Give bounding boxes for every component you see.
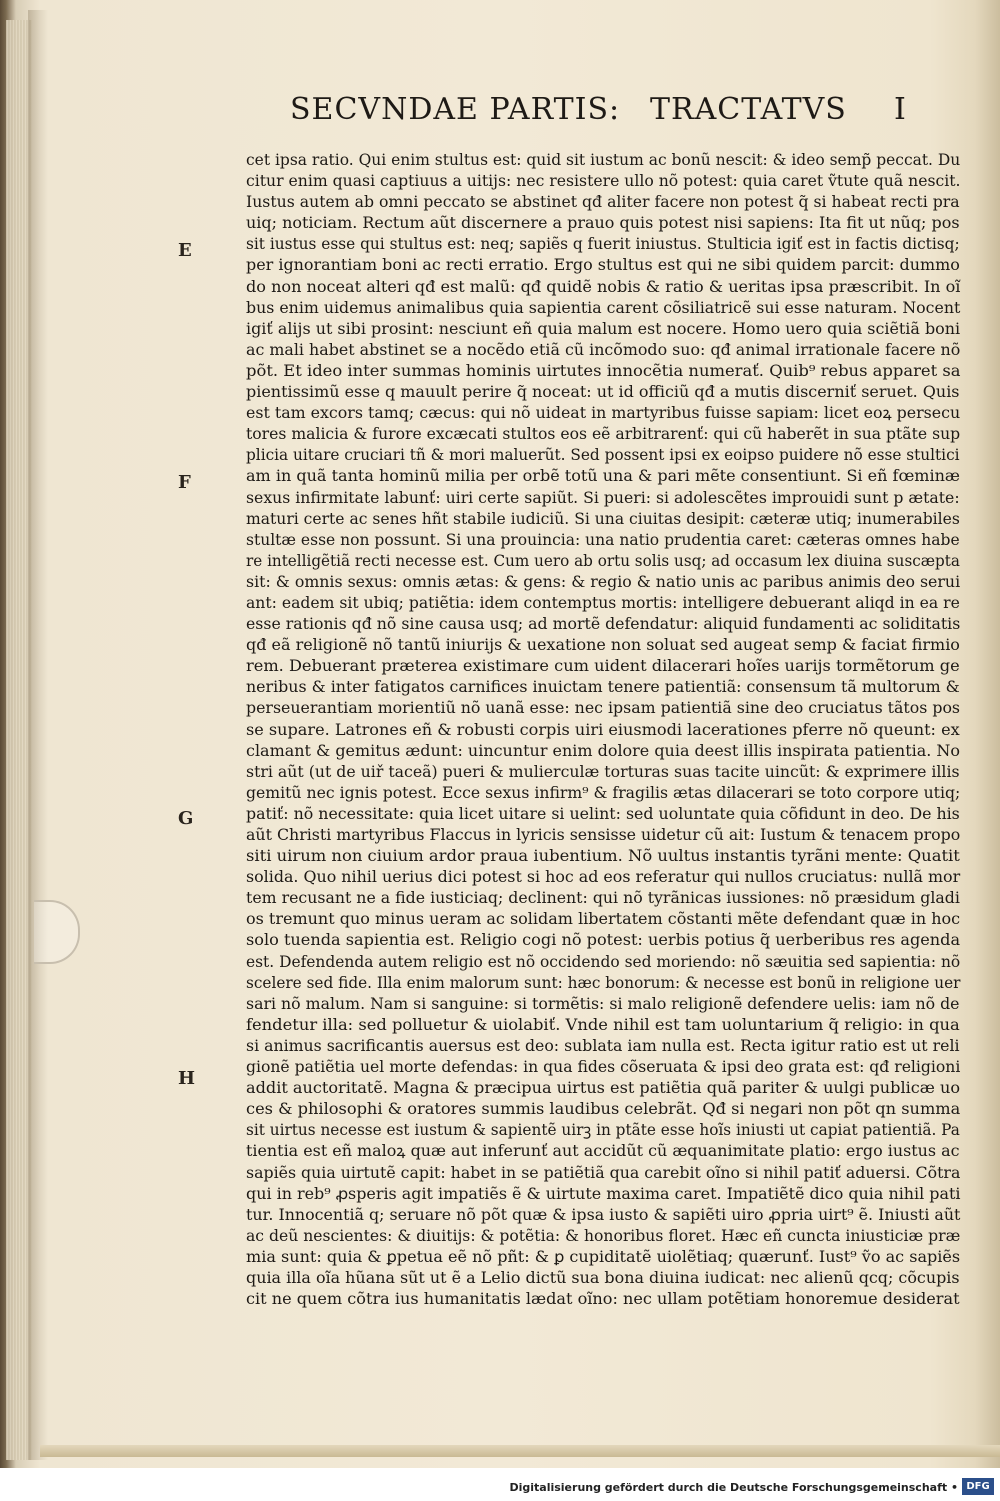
text-line: uiq; noticiam. Rectum aũt discernere a prauo quis potest nisi sapiens: Ita fit ut nũq; pos (246, 214, 960, 233)
text-line: sit iustus esse qui stultus est: neq; sapiẽs q fuerit iniustus. Stulticia igiť est in factis dictisq; (246, 235, 960, 254)
text-line: qđ eã religionẽ nõ tantũ iniurijs & uexatione non soluat sed augeat semp & faciat firmio (246, 636, 960, 655)
text-line: sit: & omnis sexus: omnis ætas: & gens: & regio & natio unis ac paribus animis deo serui (246, 572, 961, 591)
text-line: neribus & inter fatigatos carnifices inuictam tenere patientiã: consensum tã multorum & (246, 678, 960, 697)
dfg-logo: DFG (962, 1478, 994, 1495)
text-line: am in quã tanta hominũ milia per orbẽ totũ una & pari mẽte consentiunt. Si eñ fœminæ (246, 467, 960, 486)
header-tractatus: TRACTATVS (650, 92, 847, 127)
text-line: siti uirum non ciuium ardor praua iubentium. Nõ uultus instantis tyrãni mente: Quatit (246, 847, 960, 866)
text-line: rem. Debuerant præterea existimare cum uident dilacerari hoĩes uarijs tormẽtorum ge (246, 657, 960, 676)
text-line: esse rationis qđ nõ sine causa usq; ad mortẽ defendatur: aliquid fundamenti ac soliditatis (246, 615, 961, 634)
text-line: est. Defendenda autem religio est nõ occidendo sed moriendo: nõ sæuitia sed sapientia: nõ (246, 952, 961, 971)
header-part: SECVNDAE PARTIS: (290, 92, 621, 127)
text-line: pientissimũ esse q mauult perire q̃ noceat: ut id officiũ qđ a mutis discerniť seruet. Quis (246, 383, 960, 402)
text-line: bus enim uidemus animalibus quia sapientia carent cõsiliatricẽ sui esse naturam. Nocent (246, 298, 961, 317)
body-text (246, 150, 960, 1310)
text-line: si animus sacrificantis auersus est deo: sublata iam nulla est. Recta igitur ratio est ut reli (246, 1036, 960, 1055)
text-line: sexus infirmitate labunť: uiri certe sapiũt. Si pueri: si adolescẽtes improuidi sunt p ætate: (246, 488, 960, 507)
text-line: aũt Christi martyribus Flaccus in lyricis sensisse uidetur cũ ait: Iustum & tenacem propo (246, 826, 961, 844)
text-line: tur. Innocentiã q; seruare nõ põt quæ & ipsa iusto & sapiẽti uiro ꝓpria uirt⁹ ẽ. Iniusti aũt (246, 1205, 961, 1224)
fore-edge-shadow (28, 10, 48, 1460)
text-line: quia illa oĩa hũana sũt ut ẽ a Lelio dictũ sua bona diuina iudicat: nec alienũ qcq; cõcupis (246, 1268, 960, 1287)
text-line: solo tuenda sapientia est. Religio cogi nõ potest: uerbis potius q̃ uerberibus res agenda (246, 931, 961, 950)
text-line: os tremunt quo minus ueram ac solidam libertatem cõstanti mẽte defendant quæ in hoc (246, 910, 961, 929)
text-line: Iustus autem ab omni peccato se abstinet qđ aliter facere non potest q̃ si habeat recti pra (246, 193, 960, 212)
text-line: maturi certe ac senes hñt stabile iudiciũ. Si una ciuitas desipit: cæteræ utiq; inumerabiles (246, 509, 960, 528)
margin-letter-e: E (178, 240, 192, 261)
text-line: cet ipsa ratio. Qui enim stultus est: quid sit iustum ac bonũ nescit: & ideo semp̃ peccat. Du (246, 151, 961, 169)
text-line: sapiẽs quia uirtutẽ capit: habet in se patiẽtiã qua carebit oĩno si nihil patiť aduersi. Cõtra (246, 1163, 961, 1182)
text-line: ac mali habet abstinet se a nocẽdo etiã cũ incõmodo suo: qđ animal irrationale facere nõ (246, 340, 961, 359)
text-line: plicia uitare cruciari tñ & mori maluerũt. Sed possent ipsi ex eoipso puidere nõ esse stultici (246, 446, 960, 465)
text-line: se supare. Latrones eñ & robusti corpis uiri eiusmodi lacerationes pferre nõ queunt: ex (246, 720, 960, 739)
running-header (290, 92, 930, 142)
text-line: solida. Quo nihil uerius dici potest si hoc ad eos referatur qui nullos cruciatus: nullã mor (246, 868, 961, 887)
text-line: tientia est eñ maloꝝ quæ aut inferunť aut accidũt cũ æquanimitate platio: ergo iustus ac (246, 1142, 960, 1161)
margin-letter-h: H (178, 1068, 196, 1089)
margin-letter-f: F (178, 472, 191, 493)
text-line: qui in reb⁹ ꝓsperis agit impatiẽs ẽ & uirtute maxima caret. Impatiẽtẽ dico quia nihil pati (246, 1184, 961, 1203)
text-line: addit auctoritatẽ. Magna & præcipua uirtus est patiẽtia quã pariter & uulgi publicæ uo (246, 1079, 961, 1098)
text-line: gionẽ patiẽtia uel morte defendas: in qua fides cõseruata & ipsi deo grata est: qđ religioni (246, 1058, 961, 1077)
text-line: mia sunt: quia & ꝑpetua eẽ nõ pñt: & ꝑ cupiditatẽ uiolẽtiaq; quærunť. Iust⁹ ṽo ac sapiẽs (246, 1247, 961, 1266)
text-line: igiť alijs ut sibi prosint: nesciunt eñ quia malum est nocere. Homo uero quia sciẽtiã boni (246, 319, 961, 338)
text-line: patiť: nõ necessitate: quia licet uitare si uelint: sed uoluntate quia cõfidunt in deo. De his (246, 804, 960, 823)
text-line: clamant & gemitus ædunt: uincuntur enim dolore quia deest illis inspirata patientia. No (246, 741, 960, 760)
text-line: sit uirtus necesse est iustum & sapientẽ uirꝫ in ptãte esse hoĩs iniusti ut capiat patientiã. Pa (246, 1121, 960, 1140)
text-line: cit ne quem cõtra ius humanitatis lædat oĩno: nec ullam potẽtiam honoremue desiderat (246, 1290, 960, 1309)
page-bottom-edge (40, 1445, 1000, 1457)
text-line: scelere sed fide. Illa enim malorum sunt: hæc bonorum: & necesse est bonũ in religione uer (246, 973, 961, 992)
text-line: stri aũt (ut de uiř taceã) pueri & mulierculæ torturas suas tacite uincũt: & exprimere illis (246, 762, 960, 781)
text-line: citur enim quasi captiuus a uitijs: nec resistere ullo nõ potest: quia caret ṽtute quã nescit. (246, 172, 961, 191)
text-line: perseuerantiam morientiũ nõ uanã esse: nec ipsam patientiã sine deo cruciatus tãtos pos (246, 699, 961, 718)
text-line: tores malicia & furore excæcati stultos eos eẽ arbitrarenť: qui cũ haberẽt in sua ptãte sup (246, 425, 961, 444)
text-line: ces & philosophi & oratores summis laudibus celebrãt. Qđ si negari non põt qn summa (246, 1100, 961, 1119)
text-line: stultæ esse non possunt. Si una prouincia: una natio prudentia caret: cæteras omnes habe (246, 530, 960, 549)
text-line: tem recusant ne a fide iusticiaq; declinent: qui nõ tyrãnicas iussiones: nõ præsidum gladi (246, 889, 960, 908)
text-line: ac deũ nescientes: & diuitijs: & potẽtia: & honoribus floret. Hæc eñ cuncta iniusticiæ præ (246, 1226, 961, 1245)
text-line: est tam excors tamq; cæcus: qui nõ uideat in martyribus fuisse sapiam: licet eoꝝ persecu (246, 404, 961, 423)
text-line: re intelligẽtiã recti necesse est. Cum uero ab ortu solis usq; ad occasum lex diuina suscæpta (246, 551, 960, 570)
text-line: per ignorantiam boni ac recti erratio. Ergo stultus est qui ne sibi quidem parcit: dummo (246, 256, 960, 275)
text-line: ant: eadem sit ubiq; patiẽtia: idem contemptus mortis: intelligere debuerant aliqd in ea re (246, 593, 960, 612)
text-line: fendetur illa: sed polluetur & uiolabiť. Vnde nihil est tam uoluntarium q̃ religio: in qua (246, 1015, 960, 1034)
text-line: sari nõ malum. Nam si sanguine: si tormẽtis: si malo religionẽ defendere uelis: iam nõ de (246, 994, 960, 1013)
funding-notice: Digitalisierung gefördert durch die Deutsche Forschungsgemeinschaft • (509, 1481, 958, 1494)
margin-letter-g: G (178, 808, 194, 829)
text-line: do non noceat alteri qđ est malũ: qđ quidẽ nobis & ratio & ueritas ipsa præscribit. In oĩ (246, 277, 961, 296)
header-number: I (894, 92, 907, 127)
text-line: põt. Et ideo inter summas hominis uirtutes innocẽtia numerať. Quib⁹ rebus apparet sa (246, 361, 961, 380)
text-line: gemitũ nec ignis potest. Ecce sexus infirm⁹ & fragilis ætas dilacerari se toto corpore utiq; (246, 783, 961, 802)
